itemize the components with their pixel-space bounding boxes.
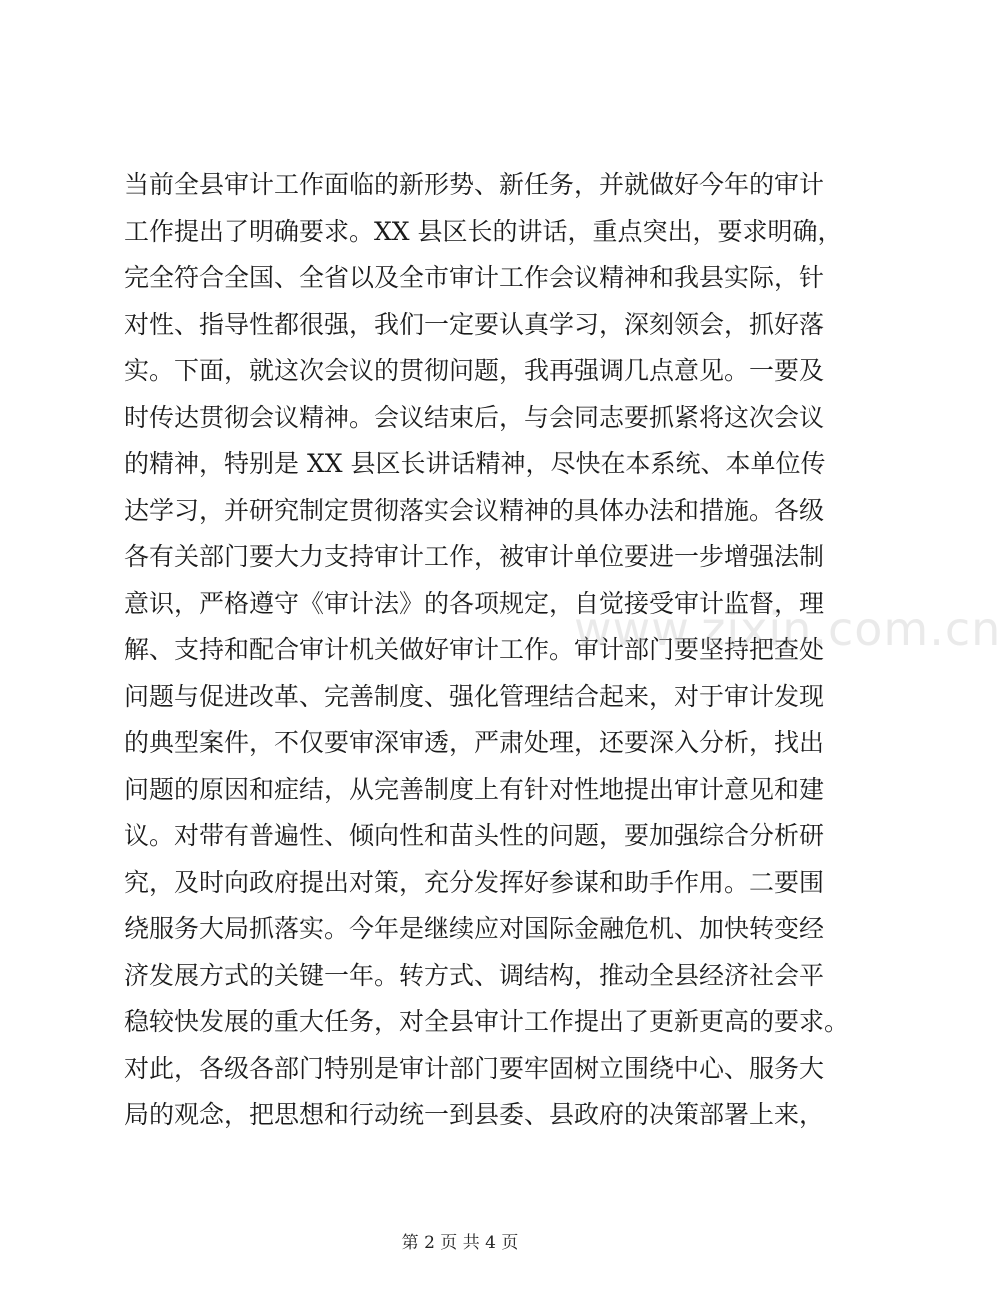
- text-line: 对性、指导性都很强，我们一定要认真学习，深刻领会，抓好落: [124, 309, 825, 339]
- text-line: 解、支持和配合审计机关做好审计工作。审计部门要坚持把查处: [124, 635, 825, 664]
- text-line: 时传达贯彻会议精神。会议结束后，与会同志要抓紧将这次会议: [124, 402, 825, 432]
- page-footer: 第 2 页 共 4 页: [401, 1233, 519, 1253]
- text-line: 工作提出了明确要求。XX 县区长的讲话，重点突出，要求明确，: [124, 216, 843, 246]
- text-line: 完全符合全国、全省以及全市审计工作会议精神和我县实际，针: [124, 263, 825, 292]
- text-line: 意识，严格遵守《审计法》的各项规定，自觉接受审计监督，理: [124, 588, 825, 618]
- text-line: 的典型案件，不仅要审深审透，严肃处理，还要深入分析，找出: [124, 728, 825, 757]
- text-line: 究，及时向政府提出对策，充分发挥好参谋和助手作用。二要围: [124, 867, 825, 897]
- text-line: 问题与促进改革、完善制度、强化管理结合起来，对于审计发现: [124, 681, 825, 711]
- text-line: 议。对带有普遍性、倾向性和苗头性的问题，要加强综合分析研: [124, 821, 825, 850]
- text-line: 达学习，并研究制定贯彻落实会议精神的具体办法和措施。各级: [124, 495, 825, 525]
- watermark: www.zixin.com.cn: [574, 602, 1001, 656]
- text-line: 济发展方式的关键一年。转方式、调结构，推动全县经济社会平: [124, 960, 825, 990]
- text-line: 问题的原因和症结，从完善制度上有针对性地提出审计意见和建: [124, 774, 825, 804]
- text-line: 各有关部门要大力支持审计工作，被审计单位要进一步增强法制: [124, 542, 825, 571]
- text-line: 局的观念，把思想和行动统一到县委、县政府的决策部署上来，: [124, 1100, 825, 1129]
- text-line: 的精神，特别是 XX 县区长讲话精神，尽快在本系统、本单位传: [124, 449, 826, 478]
- text-line: 对此，各级各部门特别是审计部门要牢固树立围绕中心、服务大: [124, 1053, 825, 1083]
- text-line: 实。下面，就这次会议的贯彻问题，我再强调几点意见。一要及: [124, 356, 825, 385]
- body-text: [124, 162, 850, 1139]
- text-line: 稳较快发展的重大任务，对全县审计工作提出了更新更高的要求。: [124, 1007, 850, 1036]
- text-line: 当前全县审计工作面临的新形势、新任务，并就做好今年的审计: [124, 170, 825, 199]
- text-line: 绕服务大局抓落实。今年是继续应对国际金融危机、加快转变经: [124, 914, 825, 943]
